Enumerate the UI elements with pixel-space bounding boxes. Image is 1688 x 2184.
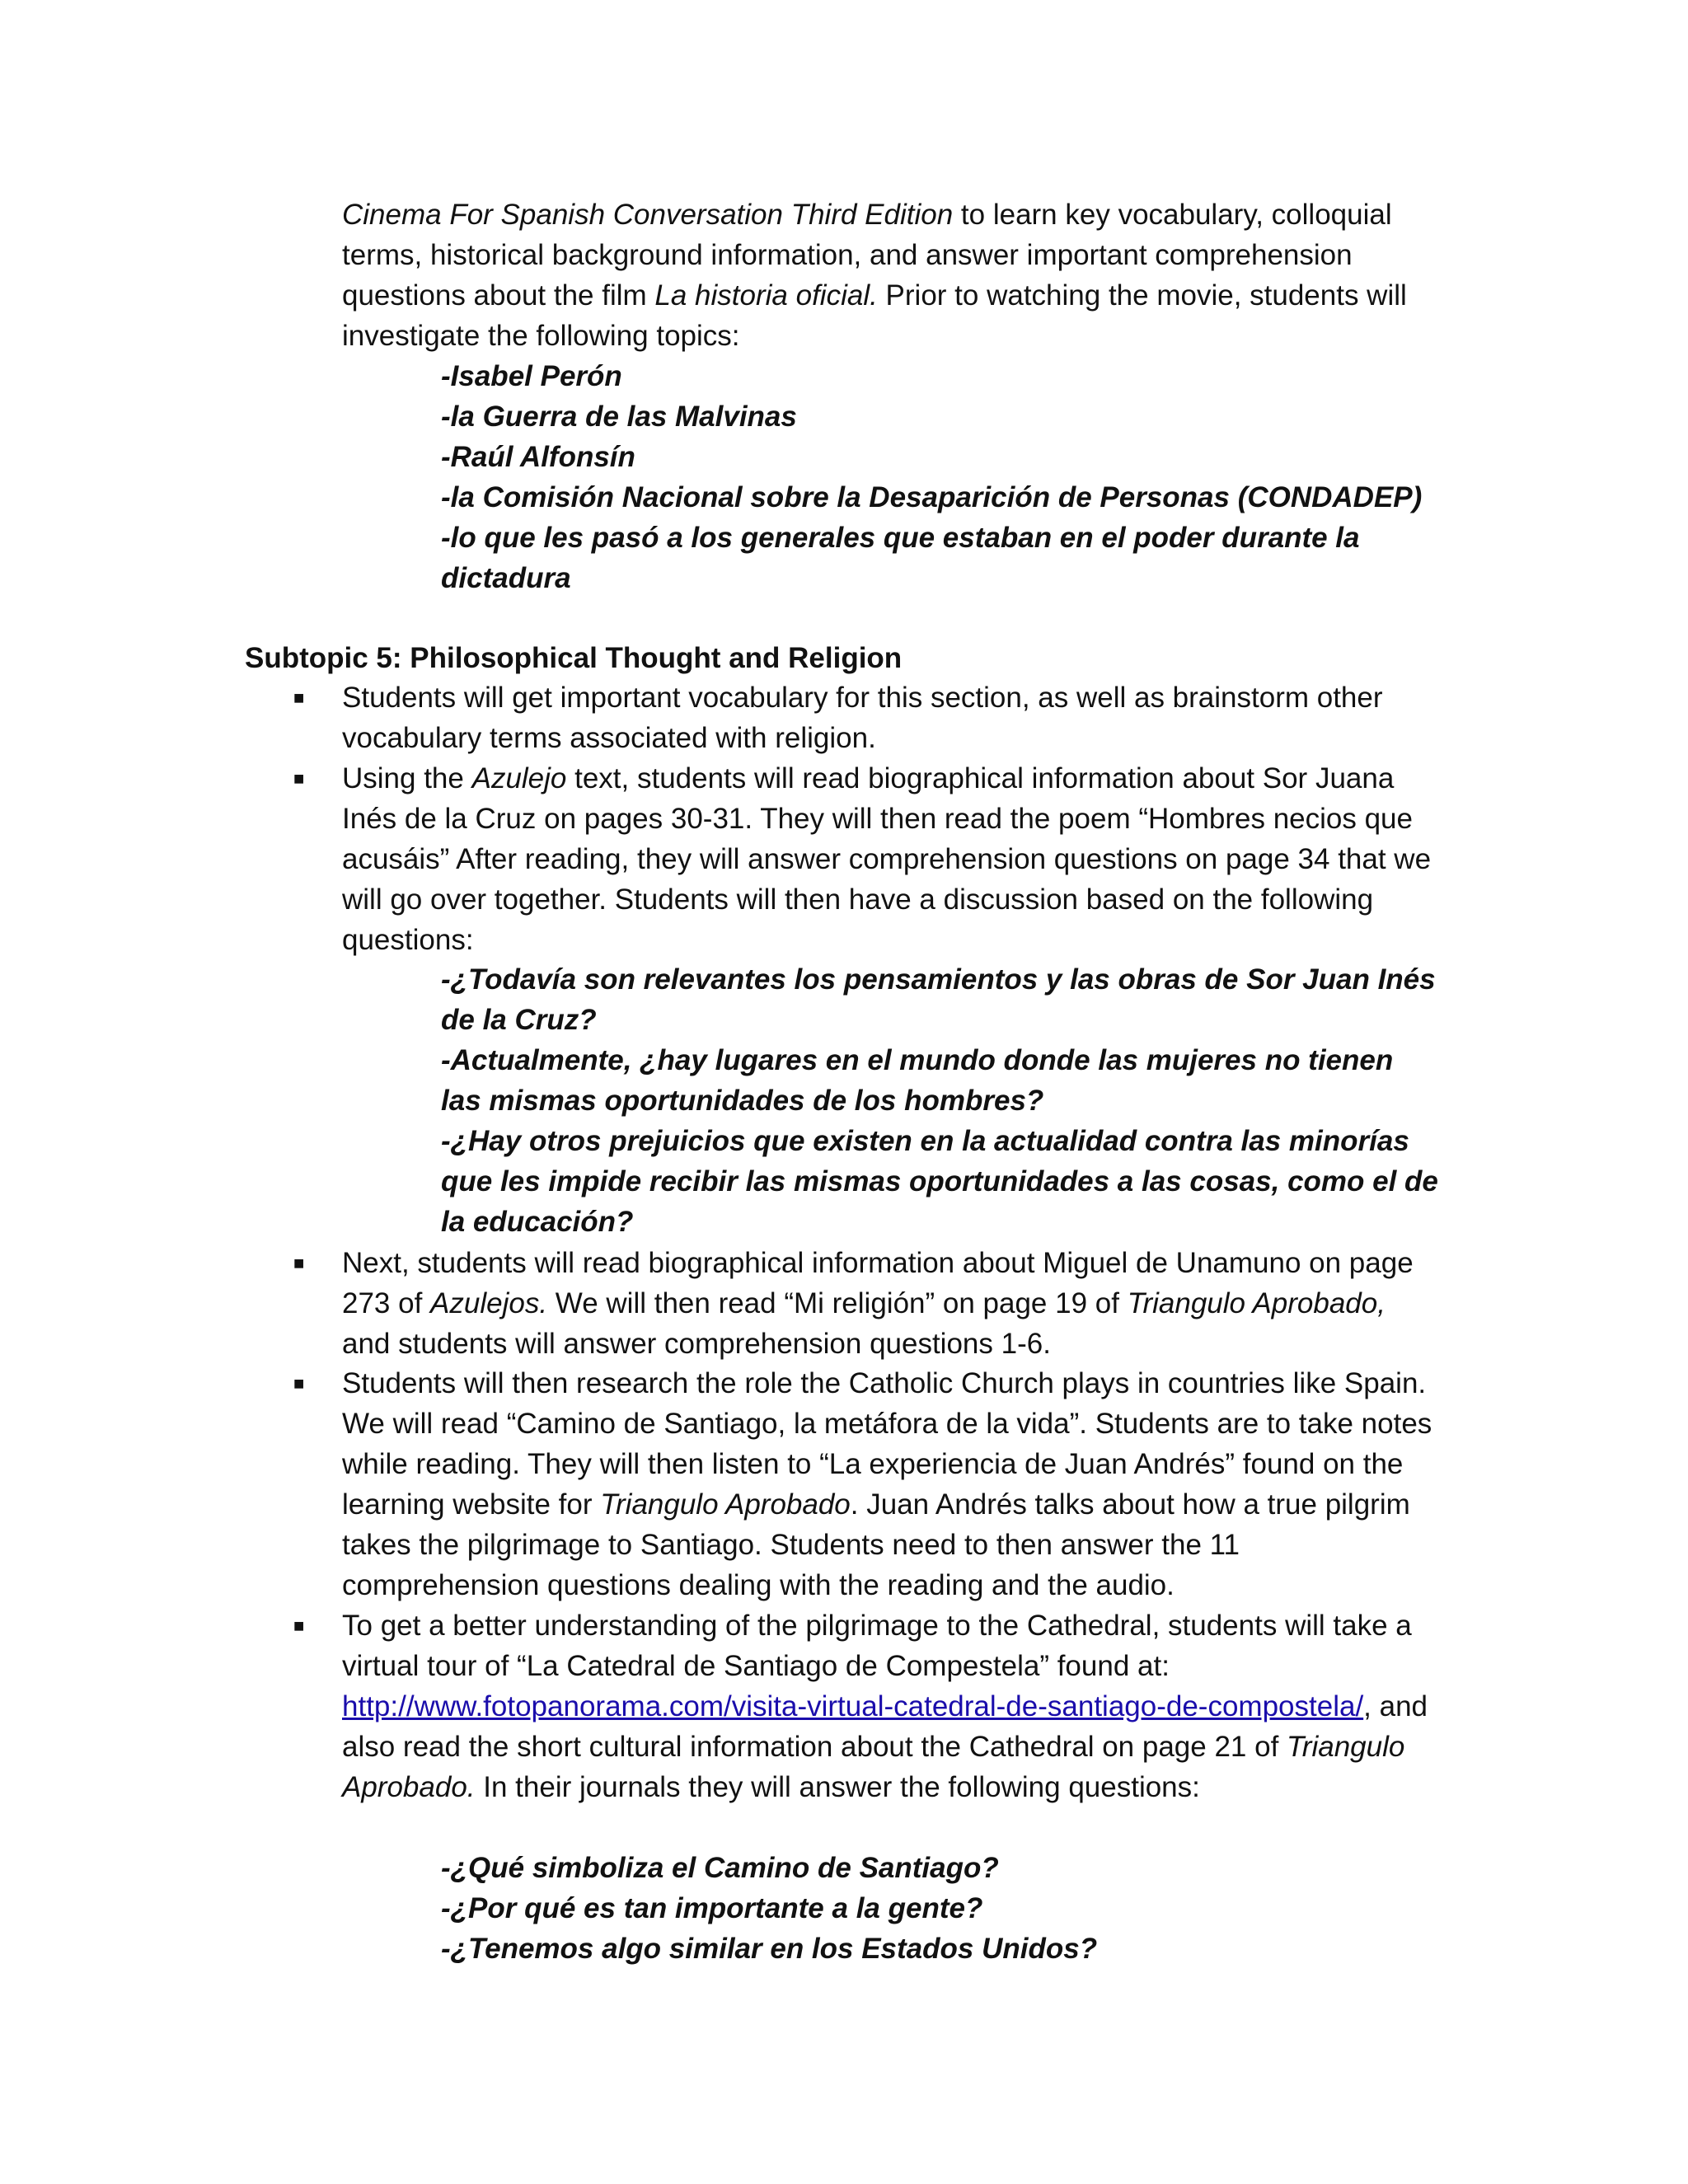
bullet-sor-juana: Using the Azulejo text, students will read biographical information about Sor Juana Inés de la Cruz on pages 30-31. They will then read the poem “Hombres necios que acusáis” After reading, they will answer comprehension questions on page 34 that we will go over together. Students will then have a discussion based on the following questions: bbox=[342, 762, 1432, 956]
discussion-question: -Actualmente, ¿hay lugares en el mundo donde las mujeres no tienen las mismas oportunidades de los hombres? bbox=[441, 1044, 1394, 1117]
subtopic-heading: Subtopic 5: Philosophical Thought and Religion bbox=[245, 642, 903, 674]
bullet-icon: ■ bbox=[293, 1373, 305, 1394]
bullet-icon: ■ bbox=[293, 768, 305, 789]
bullet-unamuno: Next, students will read biographical information about Miguel de Unamuno on page 273 of Azulejos. We will then read “Mi religión” on page 19 of Triangulo Aprobado, and students will answer comprehension questions 1-6. bbox=[342, 1247, 1414, 1360]
topic-item: -Raúl Alfonsín bbox=[441, 441, 635, 473]
bullet-icon: ■ bbox=[293, 1615, 305, 1636]
topic-item: -la Guerra de las Malvinas bbox=[441, 401, 797, 433]
virtual-tour-link[interactable]: http://www.fotopanorama.com/visita-virtual-catedral-de-santiago-de-compostela/ bbox=[342, 1690, 1364, 1722]
bullet-vocabulary: Students will get important vocabulary for this section, as well as brainstorm other vocabulary terms associated with religion. bbox=[342, 682, 1383, 754]
topic-item: -la Comisión Nacional sobre la Desaparición de Personas (CONDADEP) bbox=[441, 481, 1423, 513]
intro-paragraph: Cinema For Spanish Conversation Third Edition to learn key vocabulary, colloquial terms, historical background information, and answer important comprehension questions about the film La historia oficial. Prior to watching the movie, students will investigate the following topics: bbox=[342, 199, 1407, 352]
bullet-icon: ■ bbox=[293, 687, 305, 708]
topic-item: -Isabel Perón bbox=[441, 360, 622, 392]
topic-item: -lo que les pasó a los generales que estaban en el poder durante la dictadura bbox=[441, 522, 1360, 594]
journal-question: -¿Por qué es tan importante a la gente? bbox=[441, 1892, 983, 1924]
film-title: La historia oficial. bbox=[654, 279, 878, 312]
bullet-cathedral: To get a better understanding of the pilgrimage to the Cathedral, students will take a virtual tour of “La Catedral de Santiago de Compestela” found at: http://www.fotopanorama.com/visita-virtual-catedral-de-santiago-de-compostela/, and also read the short cultural information about the Cathedral on page 21 of Triangulo Aprobado. In their journals they will answer the following questions: bbox=[342, 1610, 1428, 1803]
discussion-question: -¿Hay otros prejuicios que existen en la actualidad contra las minorías que les impide recibir las mismas oportunidades a las cosas, como el de la educación? bbox=[441, 1125, 1438, 1238]
journal-question: -¿Tenemos algo similar en los Estados Unidos? bbox=[441, 1933, 1098, 1965]
bullet-camino: Students will then research the role the Catholic Church plays in countries like Spain. We will read “Camino de Santiago, la metáfora de la vida”. Students are to take notes while reading. They will then listen to “La experiencia de Juan Andrés” found on the learning website for Triangulo Aprobado. Juan Andrés talks about how a true pilgrim takes the pilgrimage to Santiago. Students need to then answer the 11 comprehension questions dealing with the reading and the audio. bbox=[342, 1367, 1432, 1601]
discussion-question: -¿Todavía son relevantes los pensamientos y las obras de Sor Juan Inés de la Cruz? bbox=[441, 963, 1436, 1036]
book-title: Cinema For Spanish Conversation Third Edition bbox=[342, 199, 954, 231]
journal-question: -¿Qué simboliza el Camino de Santiago? bbox=[441, 1852, 999, 1884]
bullet-icon: ■ bbox=[293, 1253, 305, 1273]
